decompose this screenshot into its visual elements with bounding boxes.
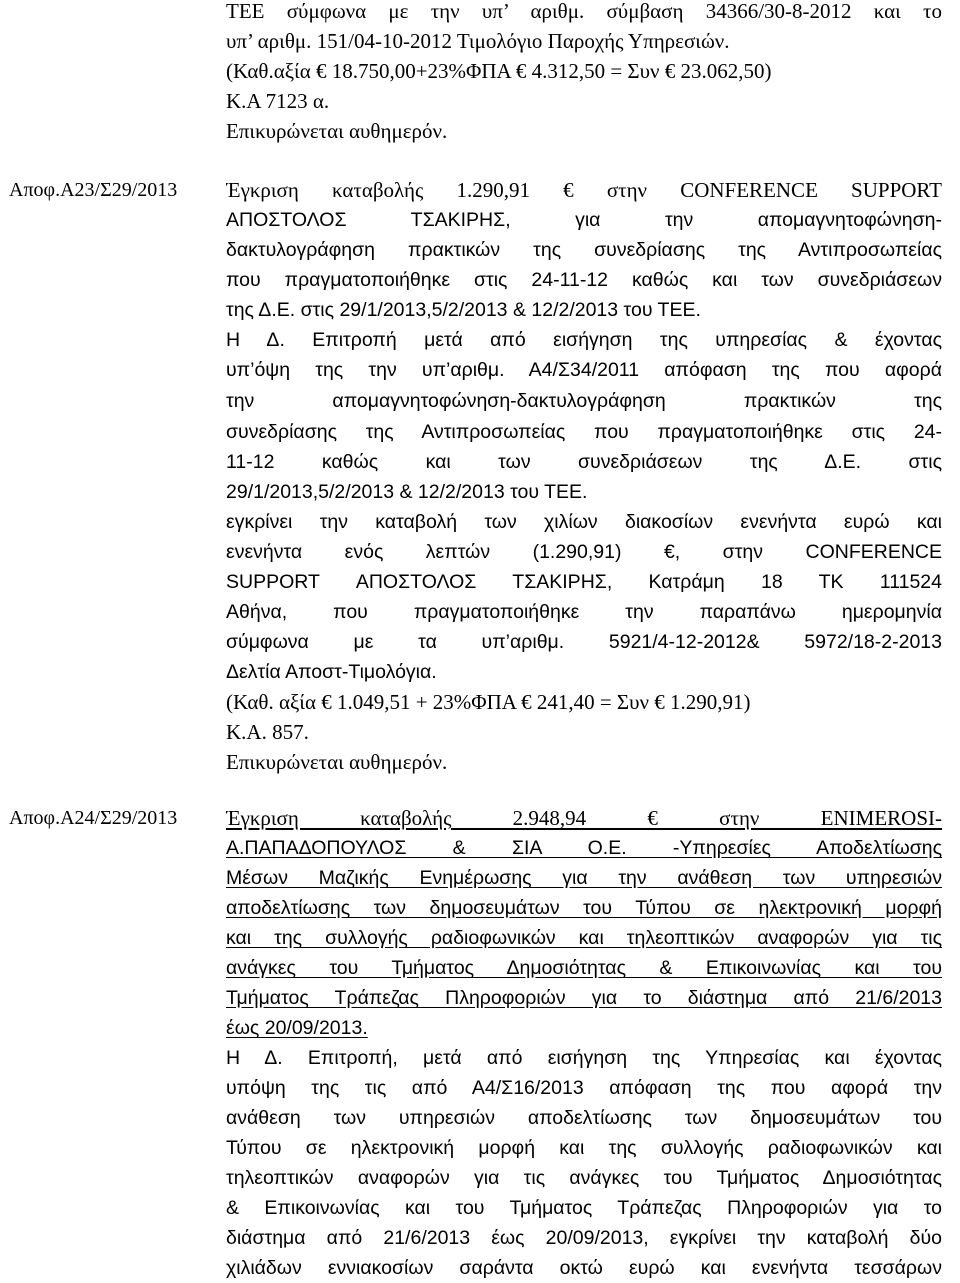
decision-line: ΑΠΟΣΤΟΛΟΣ ΤΣΑΚΙΡΗΣ, για την απομαγνητοφώνηση- — [226, 209, 942, 231]
decision-line: υπ’όψη της την υπ’αριθμ. Α4/Σ34/2011 απόφαση της που αφορά — [226, 359, 942, 381]
decision-line: έως 20/09/2013. — [226, 1017, 368, 1039]
intro-line: ΤΕΕ σύμφωνα με την υπ’ αριθμ. σύμβαση 34366/30-8-2012 και το — [226, 0, 942, 23]
decision-line: Επικυρώνεται αυθημερόν. — [226, 750, 448, 774]
intro-line: Επικυρώνεται αυθημερόν. — [226, 119, 448, 143]
decision-line: τηλεοπτικών αναφορών για τις ανάγκες του Τμήματος Δημοσιότητας — [226, 1167, 942, 1189]
decision-line: σύμφωνα με τα υπ’αριθμ. 5921/4-12-2012& 5972/18-2-2013 — [226, 631, 942, 653]
decision-line: Δελτία Αποστ-Τιμολόγια. — [226, 661, 437, 683]
decision-ref: Αποφ.Α23/Σ29/2013 — [9, 179, 178, 201]
decision-line: 11-12 καθώς και των συνεδριάσεων της Δ.Ε. στις — [226, 451, 942, 473]
decision-line: Τύπου σε ηλεκτρονική μορφή και της συλλογής ραδιοφωνικών και — [226, 1137, 942, 1159]
decision-line: SUPPORT ΑΠΟΣΤΟΛΟΣ ΤΣΑΚΙΡΗΣ, Κατράμη 18 ΤΚ 111524 — [226, 571, 942, 593]
decision-line: δακτυλογράφηση πρακτικών της συνεδρίασης της Αντιπροσωπείας — [226, 239, 942, 261]
intro-line: Κ.Α 7123 α. — [226, 89, 330, 113]
decision-line: Η Δ. Επιτροπή, μετά από εισήγηση της Υπηρεσίας και έχοντας — [226, 1047, 942, 1069]
decision-line: εγκρίνει την καταβολή των χιλίων διακοσίων ενενήντα ευρώ και — [226, 511, 942, 533]
decision-line: συνεδρίασης της Αντιπροσωπείας που πραγματοποιήθηκε στις 24- — [226, 421, 942, 443]
decision-line: Α.ΠΑΠΑΔΟΠΟΥΛΟΣ & ΣΙΑ Ο.Ε. -Υπηρεσίες Αποδελτίωσης — [226, 837, 942, 859]
decision-line: υπόψη της τις από Α4/Σ16/2013 απόφαση της που αφορά την — [226, 1077, 942, 1099]
decision-ref: Αποφ.Α24/Σ29/2013 — [9, 807, 178, 829]
decision-line: (Καθ. αξία € 1.049,51 + 23%ΦΠΑ € 241,40 = Συν € 1.290,91) — [226, 690, 751, 714]
decision-line: Έγκριση καταβολής 2.948,94 € στην ENIMEROSI- — [226, 806, 942, 830]
intro-line: υπ’ αριθμ. 151/04-10-2012 Τιμολόγιο Παροχής Υπηρεσιών. — [226, 29, 730, 53]
decision-line: Αθήνα, που πραγματοποιήθηκε την παραπάνω ημερομηνία — [226, 601, 942, 623]
decision-line: Έγκριση καταβολής 1.290,91 € στην CONFERENCE SUPPORT — [226, 178, 942, 202]
decision-line: ανάγκες του Τμήματος Δημοσιότητας & Επικοινωνίας και του — [226, 957, 942, 979]
decision-line: Η Δ. Επιτροπή μετά από εισήγηση της υπηρεσίας & έχοντας — [226, 329, 942, 351]
decision-line: διάστημα από 21/6/2013 έως 20/09/2013, εγκρίνει την καταβολή δύο — [226, 1227, 942, 1249]
decision-line: Κ.Α. 857. — [226, 720, 309, 744]
decision-line: 29/1/2013,5/2/2013 & 12/2/2013 του ΤΕΕ. — [226, 481, 588, 503]
decision-line: την απομαγνητοφώνηση-δακτυλογράφηση πρακτικών της — [226, 390, 942, 412]
decision-line: χιλιάδων εννιακοσίων σαράντα οκτώ ευρώ και ενενήντα τεσσάρων — [226, 1257, 942, 1279]
decision-line: ενενήντα ενός λεπτών (1.290,91) €, στην CONFERENCE — [226, 541, 942, 563]
decision-line: Τμήματος Τράπεζας Πληροφοριών για το διάστημα από 21/6/2013 — [226, 987, 942, 1009]
decision-line: που πραγματοποιήθηκε στις 24-11-12 καθώς και των συνεδριάσεων — [226, 269, 942, 291]
decision-line: της Δ.Ε. στις 29/1/2013,5/2/2013 & 12/2/2013 του ΤΕΕ. — [226, 299, 701, 321]
decision-line: Μέσων Μαζικής Ενημέρωσης για την ανάθεση των υπηρεσιών — [226, 867, 942, 889]
decision-line: και της συλλογής ραδιοφωνικών και τηλεοπτικών αναφορών για τις — [226, 927, 942, 949]
decision-line: αποδελτίωσης των δημοσευμάτων του Τύπου σε ηλεκτρονική μορφή — [226, 897, 942, 919]
decision-line: & Επικοινωνίας και του Τμήματος Τράπεζας Πληροφοριών για το — [226, 1197, 942, 1219]
decision-line: ανάθεση των υπηρεσιών αποδελτίωσης των δημοσευμάτων του — [226, 1107, 942, 1129]
intro-line: (Καθ.αξία € 18.750,00+23%ΦΠΑ € 4.312,50 = Συν € 23.062,50) — [226, 59, 772, 83]
